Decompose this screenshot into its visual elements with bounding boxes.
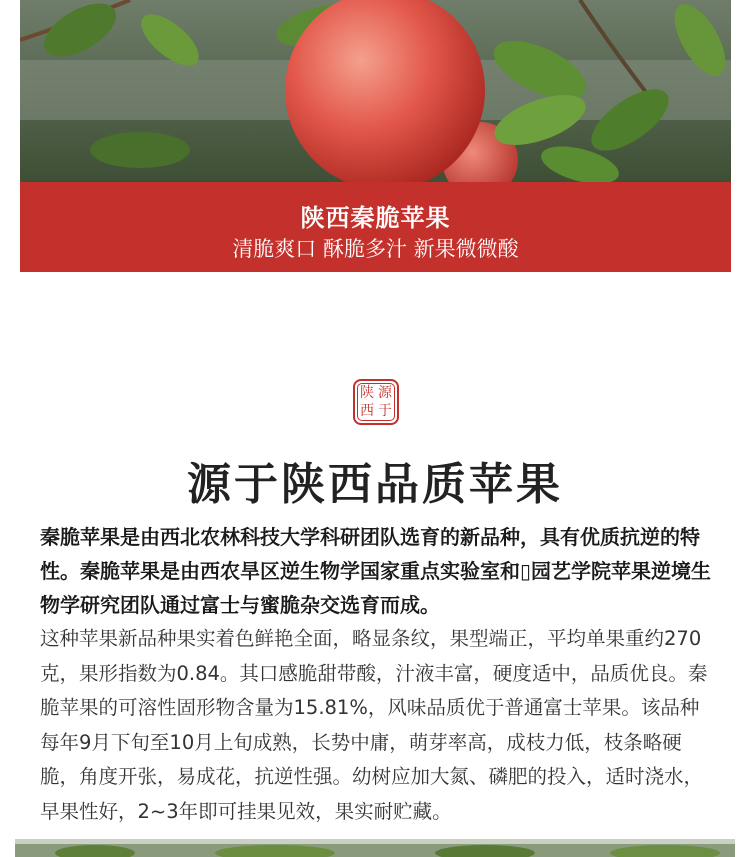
seal-char: 于 xyxy=(378,403,392,419)
intro-paragraph: 秦脆苹果是由西北农林科技大学科研团队选育的新品种，具有优质抗逆的特性。秦脆苹果是由西农旱区逆生物学国家重点实验室和▯园艺学院苹果逆境生物学研究团队通过富士与蜜脆杂交选育而成。 xyxy=(40,525,712,617)
orchard-photo xyxy=(15,839,735,857)
origin-seal-stamp xyxy=(353,379,399,425)
detail-paragraph: 这种苹果新品种果实着色鲜艳全面，略显条纹，果型端正，平均单果重约270克，果形指数为0.84。其口感脆甜带酸，汁液丰富，硬度适中，品质优良。秦脆苹果的可溶性固形物含量为15.81%，风味品质优于普通富士苹果。该品种每年9月下旬至10月上旬成熟，长势中庸，萌芽率高，成枝力低，枝条略硬脆，角度开张，易成花，抗逆性强。幼树应加大氮、磷肥的投入，适时浇水，早果性好，2~3年即可挂果见效，果实耐贮藏。 xyxy=(40,627,708,823)
seal-char: 西 xyxy=(360,403,374,419)
apple-tree-photo xyxy=(20,0,731,182)
banner-title: 陕西秦脆苹果 xyxy=(300,204,451,232)
banner-subtitle: 清脆爽口 酥脆多汁 新果微微酸 xyxy=(232,237,519,261)
seal-char: 陕 xyxy=(360,385,374,401)
seal-char: 源 xyxy=(378,385,392,401)
section-heading: 源于陕西品质苹果 xyxy=(187,459,563,510)
product-banner xyxy=(20,182,731,272)
